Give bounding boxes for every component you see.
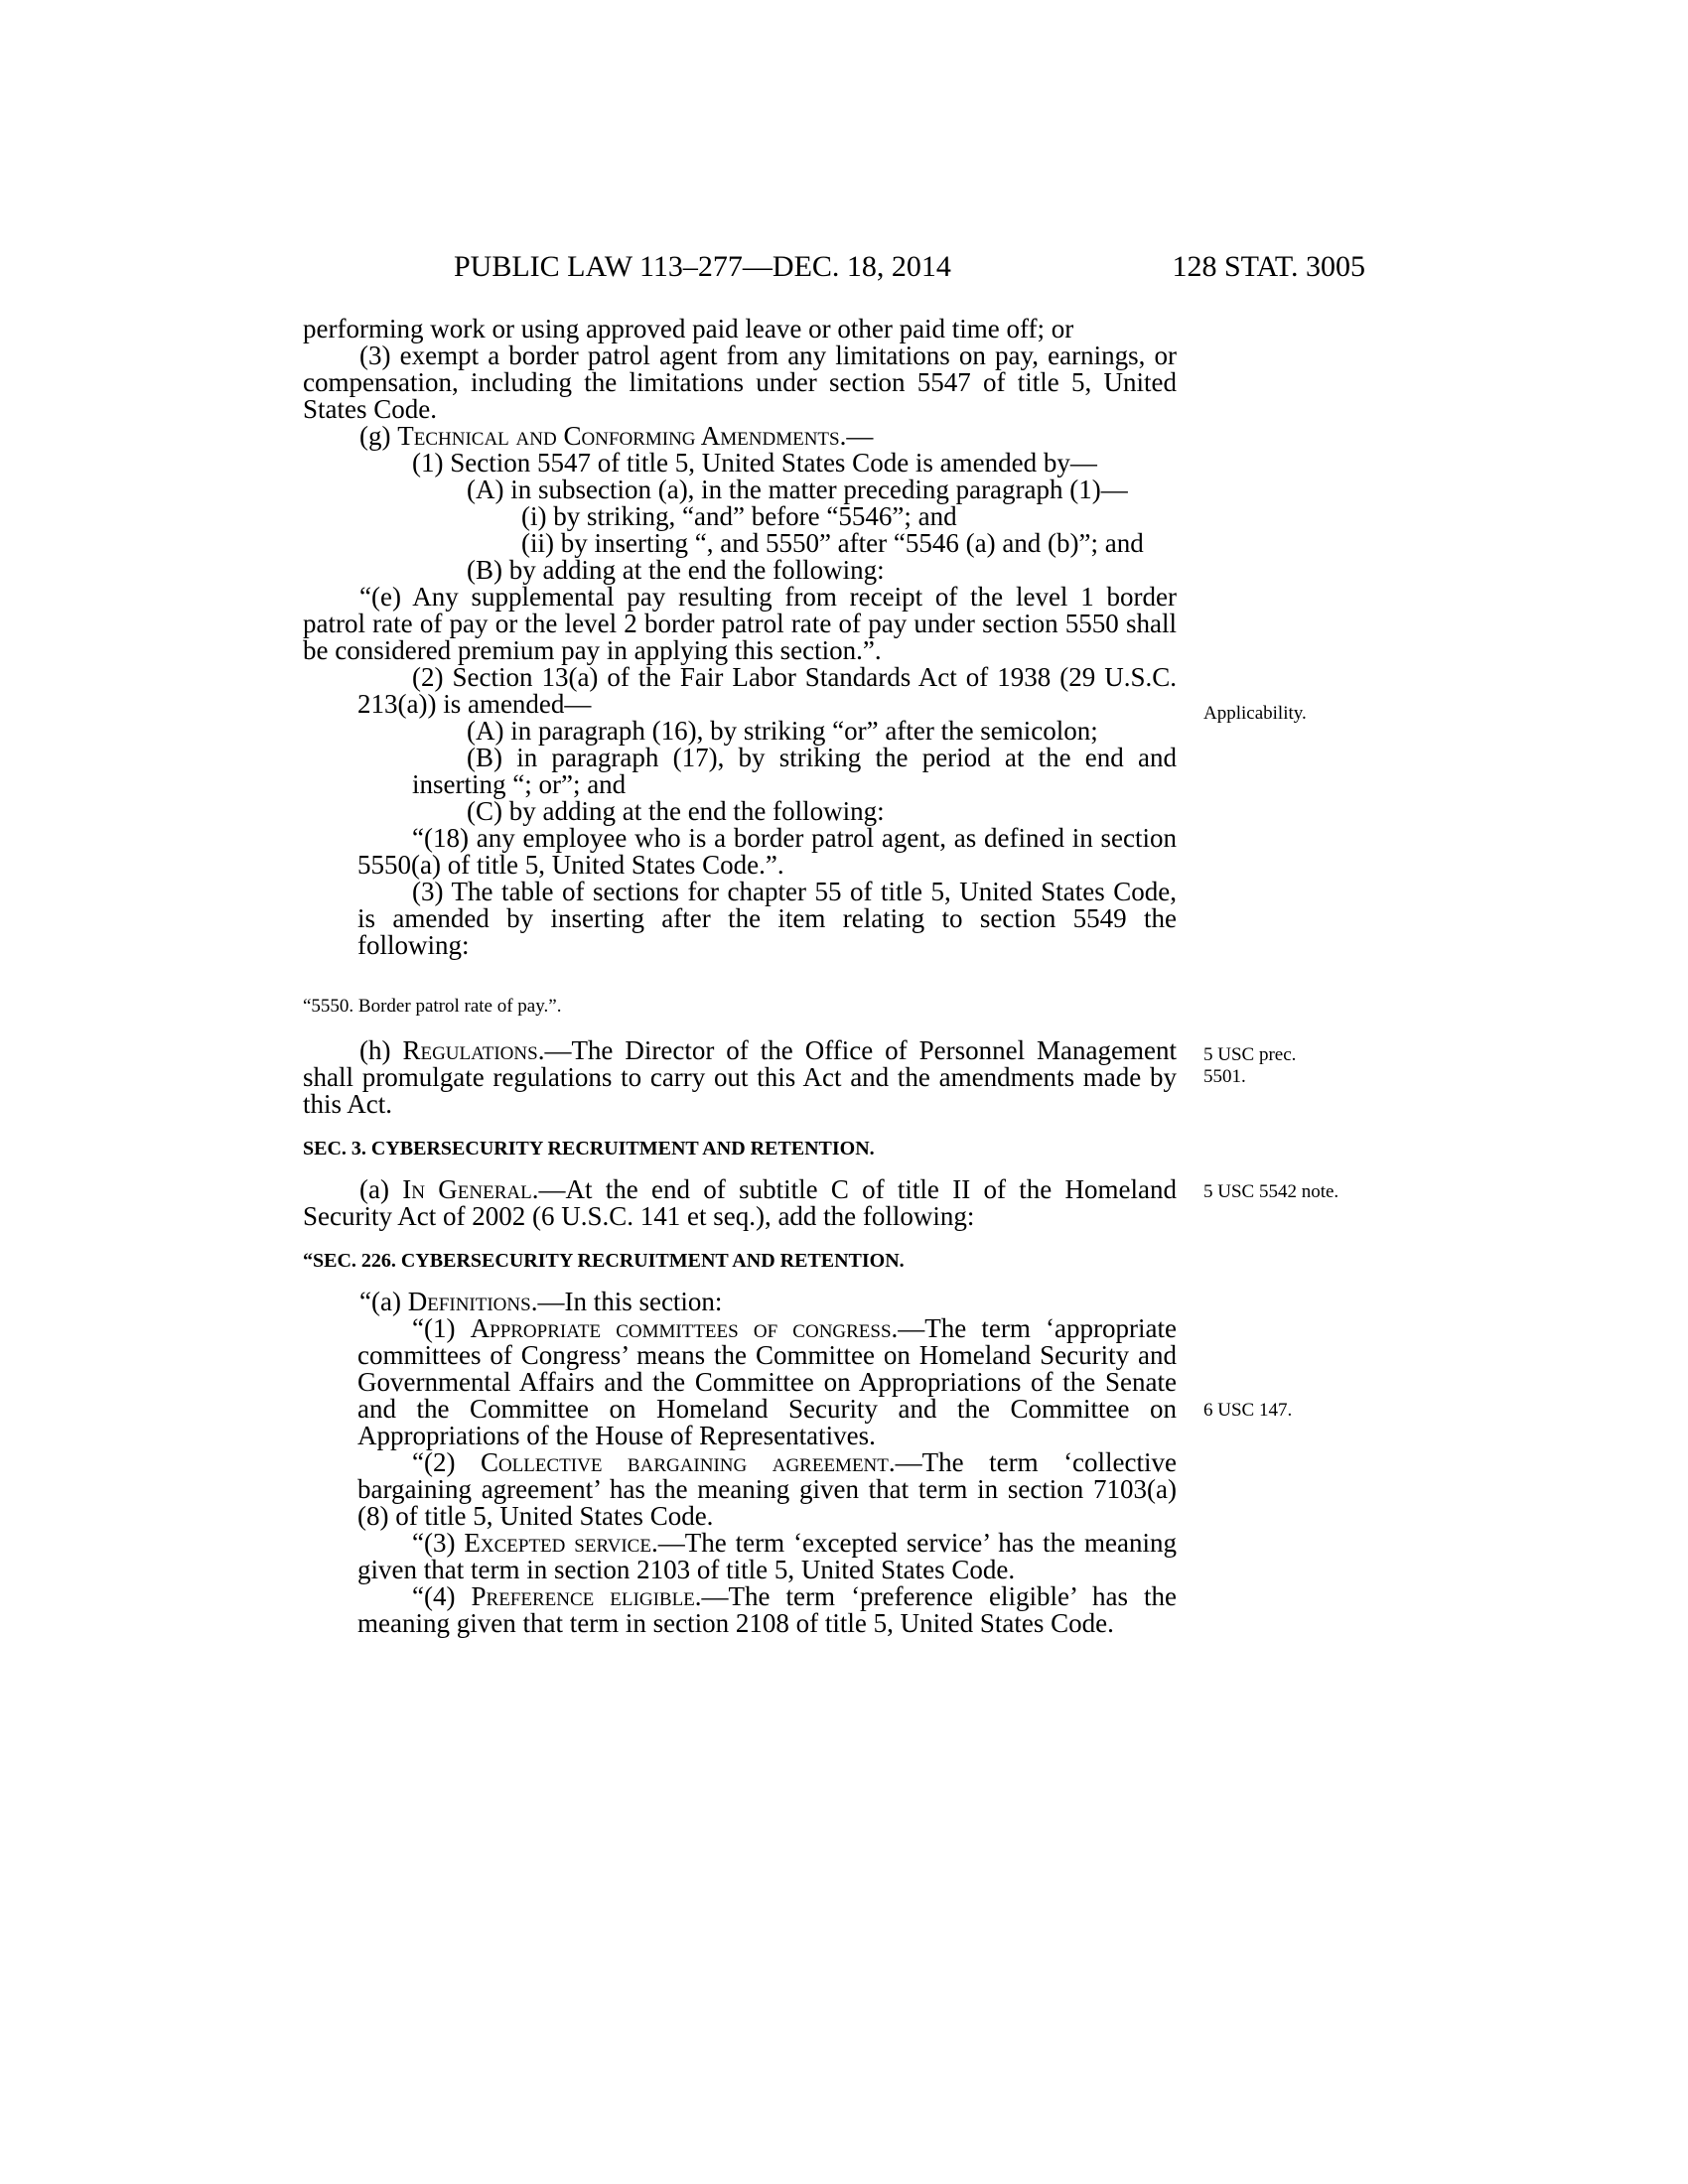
paragraph-g1-A: (A) in subsection (a), in the matter preceding paragraph (1)— <box>467 475 1128 504</box>
quoted-subsection-e: “(e) Any supplemental pay resulting from receipt of the level 1 border patrol rate of pay or the level 2 border patrol rate of pay under section 5550 shall be considered premium pay in applying this section.”. <box>303 582 1177 665</box>
paragraph-3-exempt: (3) exempt a border patrol agent from any limitations on pay, earnings, or compensation, including the limitations under section 5547 of title 5, United States Code. <box>303 341 1177 424</box>
paragraph-g2-B: (B) in paragraph (17), by striking the period at the end and inserting “; or”; and <box>412 743 1177 799</box>
definitions-heading: Definitions <box>407 1287 531 1316</box>
paragraph-g1: (1) Section 5547 of title 5, United States Code is amended by— <box>412 448 1097 478</box>
subsection-h-heading: Regulations <box>402 1035 538 1065</box>
margin-note-applicability: Applicability. <box>1203 703 1307 724</box>
definition-3-term: Excepted service <box>464 1528 651 1558</box>
margin-note-usc-147: 6 USC 147. <box>1203 1400 1293 1421</box>
definition-4: “(4) Preference eligible.—The term ‘preference eligible’ has the meaning given that term in section 2108 of title 5, United States Code. <box>357 1581 1178 1638</box>
body-text <box>303 316 1177 1637</box>
margin-note-usc-5542: 5 USC 5542 note. <box>1203 1181 1339 1202</box>
definition-3: “(3) Excepted service.—The term ‘excepted service’ has the meaning given that term in section 2103 of title 5, United States Code. <box>357 1528 1177 1584</box>
subsection-g: (g) Technical and Conforming Amendments.— <box>359 421 874 451</box>
definition-2-term: Collective bargaining agreement <box>480 1447 889 1477</box>
quoted-paragraph-18: “(18) any employee who is a border patrol agent, as defined in section 5550(a) of title 5, United States Code.”. <box>357 823 1177 880</box>
stat-page-number: 128 STAT. 3005 <box>1172 250 1365 283</box>
definition-1-term: Appropriate committees of congress <box>470 1313 892 1343</box>
paragraph-g2-C: (C) by adding at the end the following: <box>467 796 885 826</box>
definition-4-term: Preference eligible <box>471 1581 695 1611</box>
section-3-subsection-a: (a) In General.—At the end of subtitle C of title II of the Homeland Security Act of 2002 (6 U.S.C. 141 et seq.), add the following: <box>303 1174 1177 1231</box>
paragraph-g1-A-ii: (ii) by inserting “, and 5550” after “5546 (a) and (b)”; and <box>521 528 1144 558</box>
paragraph-g2-A: (A) in paragraph (16), by striking “or” after the semicolon; <box>467 716 1098 746</box>
definition-2: “(2) Collective bargaining agreement.—The term ‘collective bargaining agreement’ has the meaning given that term in section 7103(a)(8) of title 5, United States Code. <box>357 1447 1177 1531</box>
paragraph-g2: (2) Section 13(a) of the Fair Labor Standards Act of 1938 (29 U.S.C. 213(a)) is amended— <box>357 662 1177 719</box>
section-226-heading: “SEC. 226. CYBERSECURITY RECRUITMENT AND RETENTION. <box>303 1250 905 1272</box>
subsection-g-heading: Technical and Conforming Amendments <box>397 421 840 451</box>
running-header <box>303 250 1365 292</box>
definitions-subsection: “(a) Definitions.—In this section: <box>359 1287 723 1316</box>
public-law-title: PUBLIC LAW 113–277—DEC. 18, 2014 <box>454 250 951 283</box>
paragraph-g3: (3) The table of sections for chapter 55 of title 5, United States Code, is amended by inserting after the item relating to section 5549 the following: <box>357 877 1177 960</box>
subsection-h: (h) Regulations.—The Director of the Office of Personnel Management shall promulgate regulations to carry out this Act and the amendments made by this Act. <box>303 1035 1177 1119</box>
margin-note-usc-prec-5501: 5 USC prec. 5501. <box>1203 1044 1297 1087</box>
section-3-subsection-a-heading: In General <box>402 1174 532 1204</box>
section-3-heading: SEC. 3. CYBERSECURITY RECRUITMENT AND RETENTION. <box>303 1138 875 1160</box>
paragraph-continuation: performing work or using approved paid leave or other paid time off; or <box>303 314 1074 343</box>
definition-1: “(1) Appropriate committees of congress.—The term ‘appropriate committees of Congress’ means the Committee on Homeland Security and Governmental Affairs and the Committee on Appropriations of the Senate and the Committee on Homeland Security and the Committee on Appropriations of the House of Representatives. <box>357 1313 1177 1450</box>
paragraph-g1-B: (B) by adding at the end the following: <box>467 555 885 585</box>
table-of-sections-item: “5550. Border patrol rate of pay.”. <box>303 996 562 1017</box>
paragraph-g1-A-i: (i) by striking, “and” before “5546”; and <box>521 501 957 531</box>
